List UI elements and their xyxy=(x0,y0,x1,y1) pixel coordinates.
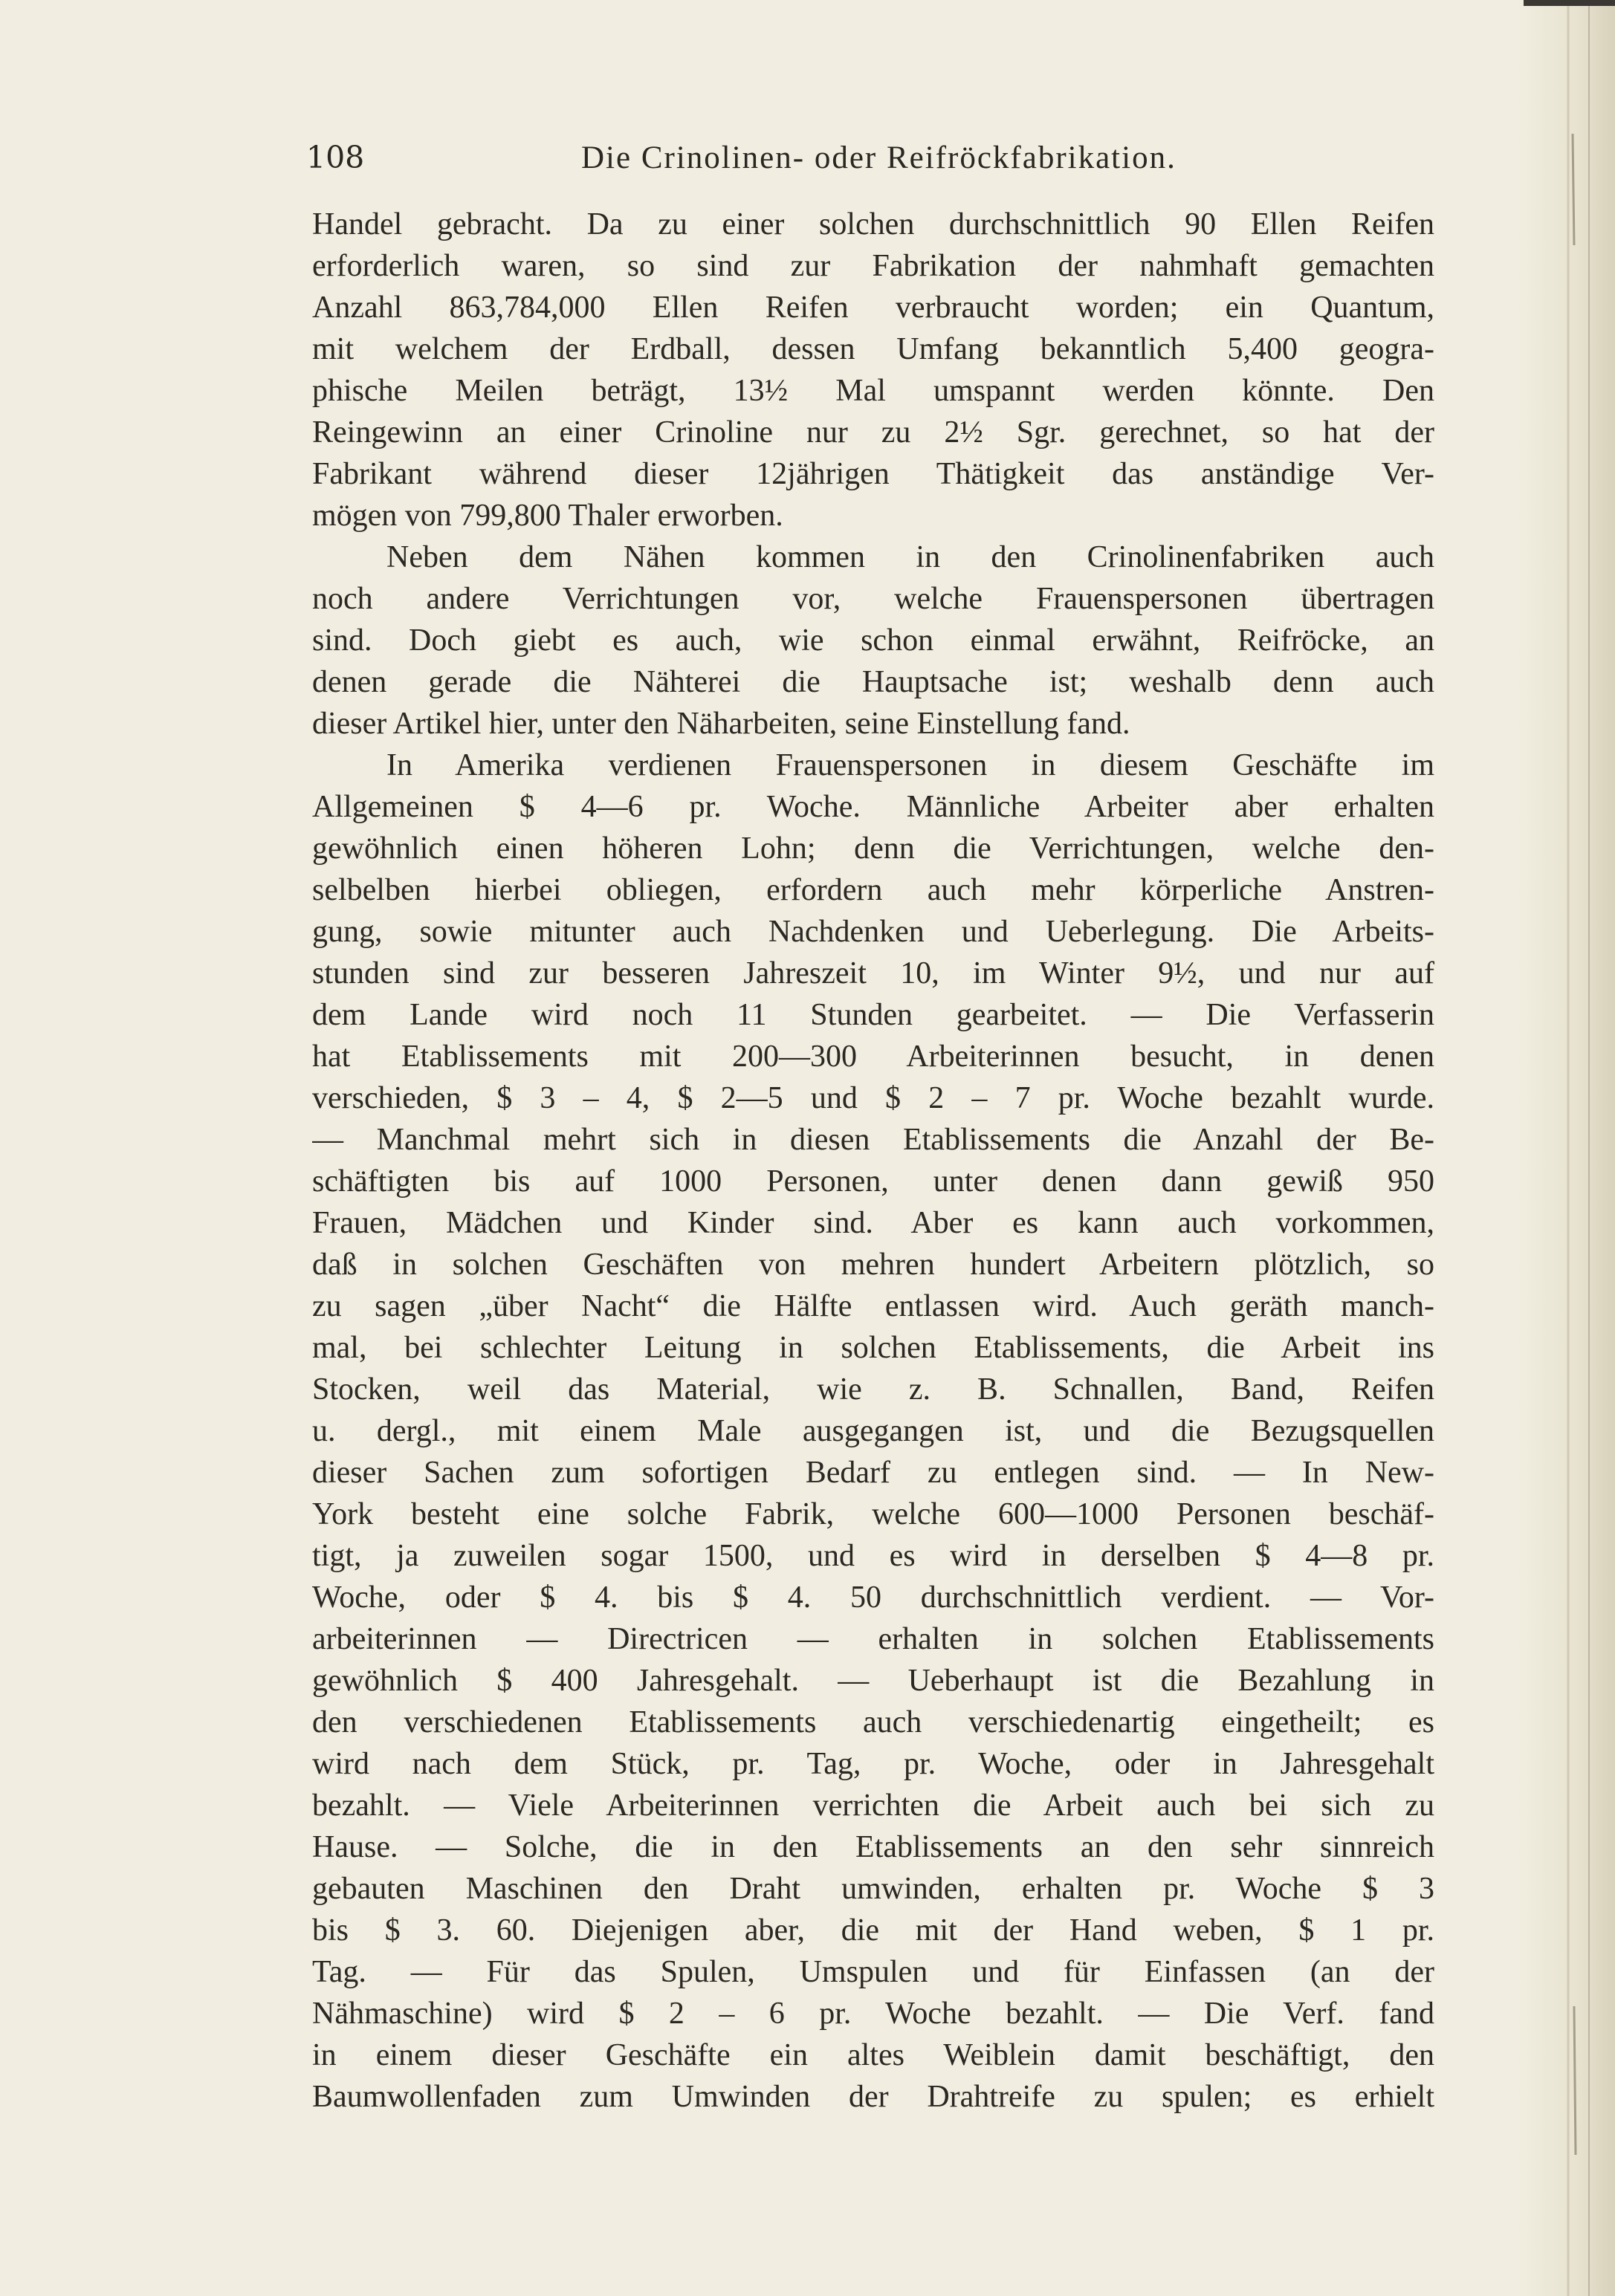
text-line: bezahlt. — Viele Arbeiterinnen verrichten die Arbeit auch bei sich zu xyxy=(312,1789,1434,1823)
text-line: daß in solchen Geschäften von mehren hundert Arbeitern plötzlich, so xyxy=(312,1248,1434,1282)
text-line: schäftigten bis auf 1000 Personen, unter denen dann gewiß 950 xyxy=(312,1164,1434,1199)
page-number: 108 xyxy=(306,140,365,175)
text-line: Baumwollenfaden zum Umwinden der Drahtreife zu spulen; es erhielt xyxy=(312,2080,1434,2114)
text-line: Stocken, weil das Material, wie z. B. Schnallen, Band, Reifen xyxy=(312,1372,1434,1407)
text-line: den verschiedenen Etablissements auch verschiedenartig eingetheilt; es xyxy=(312,1705,1434,1739)
text-line: zu sagen „über Nacht“ die Hälfte entlassen wird. Auch geräth manch- xyxy=(312,1289,1434,1323)
text-line: verschieden, $ 3 – 4, $ 2—5 und $ 2 – 7 pr. Woche bezahlt wurde. xyxy=(312,1081,1434,1115)
text-line: — Manchmal mehrt sich in diesen Etablissements die Anzahl der Be- xyxy=(312,1123,1434,1157)
text-line: gung, sowie mitunter auch Nachdenken und Ueberlegung. Die Arbeits- xyxy=(312,915,1434,949)
text-line: York besteht eine solche Fabrik, welche 600—1000 Personen beschäf- xyxy=(312,1497,1434,1531)
text-line: dem Lande wird noch 11 Stunden gearbeitet. — Die Verfasserin xyxy=(312,998,1434,1032)
text-line: phische Meilen beträgt, 13½ Mal umspannt werden könnte. Den xyxy=(312,374,1434,408)
text-line: Fabrikant während dieser 12jährigen Thätigkeit das anständige Ver- xyxy=(312,457,1434,491)
text-line: hat Etablissements mit 200—300 Arbeiterinnen besucht, in denen xyxy=(312,1040,1434,1074)
text-line: In Amerika verdienen Frauenspersonen in diesem Geschäfte im xyxy=(386,748,1434,782)
running-header xyxy=(306,140,1198,184)
text-line: Neben dem Nähen kommen in den Crinolinenfabriken auch xyxy=(386,540,1434,574)
text-line: mal, bei schlechter Leitung in solchen Etablissements, die Arbeit ins xyxy=(312,1331,1434,1365)
text-line: sind. Doch giebt es auch, wie schon einmal erwähnt, Reifröcke, an xyxy=(312,623,1434,658)
text-line: dieser Artikel hier, unter den Näharbeiten, seine Einstellung fand. xyxy=(312,707,1130,741)
text-line: erforderlich waren, so sind zur Fabrikation der nahmhaft gemachten xyxy=(312,249,1434,283)
text-line: bis $ 3. 60. Diejenigen aber, die mit der Hand weben, $ 1 pr. xyxy=(312,1913,1434,1948)
text-line: selbelben hierbei obliegen, erfordern auch mehr körperliche Anstren- xyxy=(312,873,1434,907)
text-line: gewöhnlich einen höheren Lohn; denn die Verrichtungen, welche den- xyxy=(312,831,1434,866)
text-line: Anzahl 863,784,000 Ellen Reifen verbraucht worden; ein Quantum, xyxy=(312,291,1434,325)
text-line: Reingewinn an einer Crinoline nur zu 2½ Sgr. gerechnet, so hat der xyxy=(312,415,1434,450)
text-line: denen gerade die Nähterei die Hauptsache ist; weshalb denn auch xyxy=(312,665,1434,699)
text-line: Handel gebracht. Da zu einer solchen durchschnittlich 90 Ellen Reifen xyxy=(312,207,1434,241)
text-line: arbeiterinnen — Directricen — erhalten in solchen Etablissements xyxy=(312,1622,1434,1656)
text-line: mögen von 799,800 Thaler erworben. xyxy=(312,499,783,533)
text-line: dieser Sachen zum sofortigen Bedarf zu entlegen sind. — In New- xyxy=(312,1456,1434,1490)
running-title: Die Crinolinen- oder Reifröckfabrikation. xyxy=(581,140,1177,175)
text-line: stunden sind zur besseren Jahreszeit 10, im Winter 9½, und nur auf xyxy=(312,956,1434,990)
text-line: gebauten Maschinen den Draht umwinden, erhalten pr. Woche $ 3 xyxy=(312,1872,1434,1906)
text-line: Nähmaschine) wird $ 2 – 6 pr. Woche bezahlt. — Die Verf. fand xyxy=(312,1997,1434,2031)
text-line: Hause. — Solche, die in den Etablissements an den sehr sinnreich xyxy=(312,1830,1434,1864)
text-line: Tag. — Für das Spulen, Umspulen und für Einfassen (an der xyxy=(312,1955,1434,1989)
text-line: noch andere Verrichtungen vor, welche Frauenspersonen übertragen xyxy=(312,582,1434,616)
text-line: tigt, ja zuweilen sogar 1500, und es wird in derselben $ 4—8 pr. xyxy=(312,1539,1434,1573)
text-line: gewöhnlich $ 400 Jahresgehalt. — Ueberhaupt ist die Bezahlung in xyxy=(312,1664,1434,1698)
text-line: mit welchem der Erdball, dessen Umfang bekanntlich 5,400 geogra- xyxy=(312,332,1434,366)
text-line: Woche, oder $ 4. bis $ 4. 50 durchschnittlich verdient. — Vor- xyxy=(312,1580,1434,1615)
text-line: in einem dieser Geschäfte ein altes Weiblein damit beschäftigt, den xyxy=(312,2038,1434,2072)
body-text xyxy=(312,207,1434,2124)
text-line: Frauen, Mädchen und Kinder sind. Aber es kann auch vorkommen, xyxy=(312,1206,1434,1240)
text-line: u. dergl., mit einem Male ausgegangen ist, und die Bezugsquellen xyxy=(312,1414,1434,1448)
text-line: wird nach dem Stück, pr. Tag, pr. Woche, oder in Jahresgehalt xyxy=(312,1747,1434,1781)
text-line: Allgemeinen $ 4—6 pr. Woche. Männliche Arbeiter aber erhalten xyxy=(312,790,1434,824)
